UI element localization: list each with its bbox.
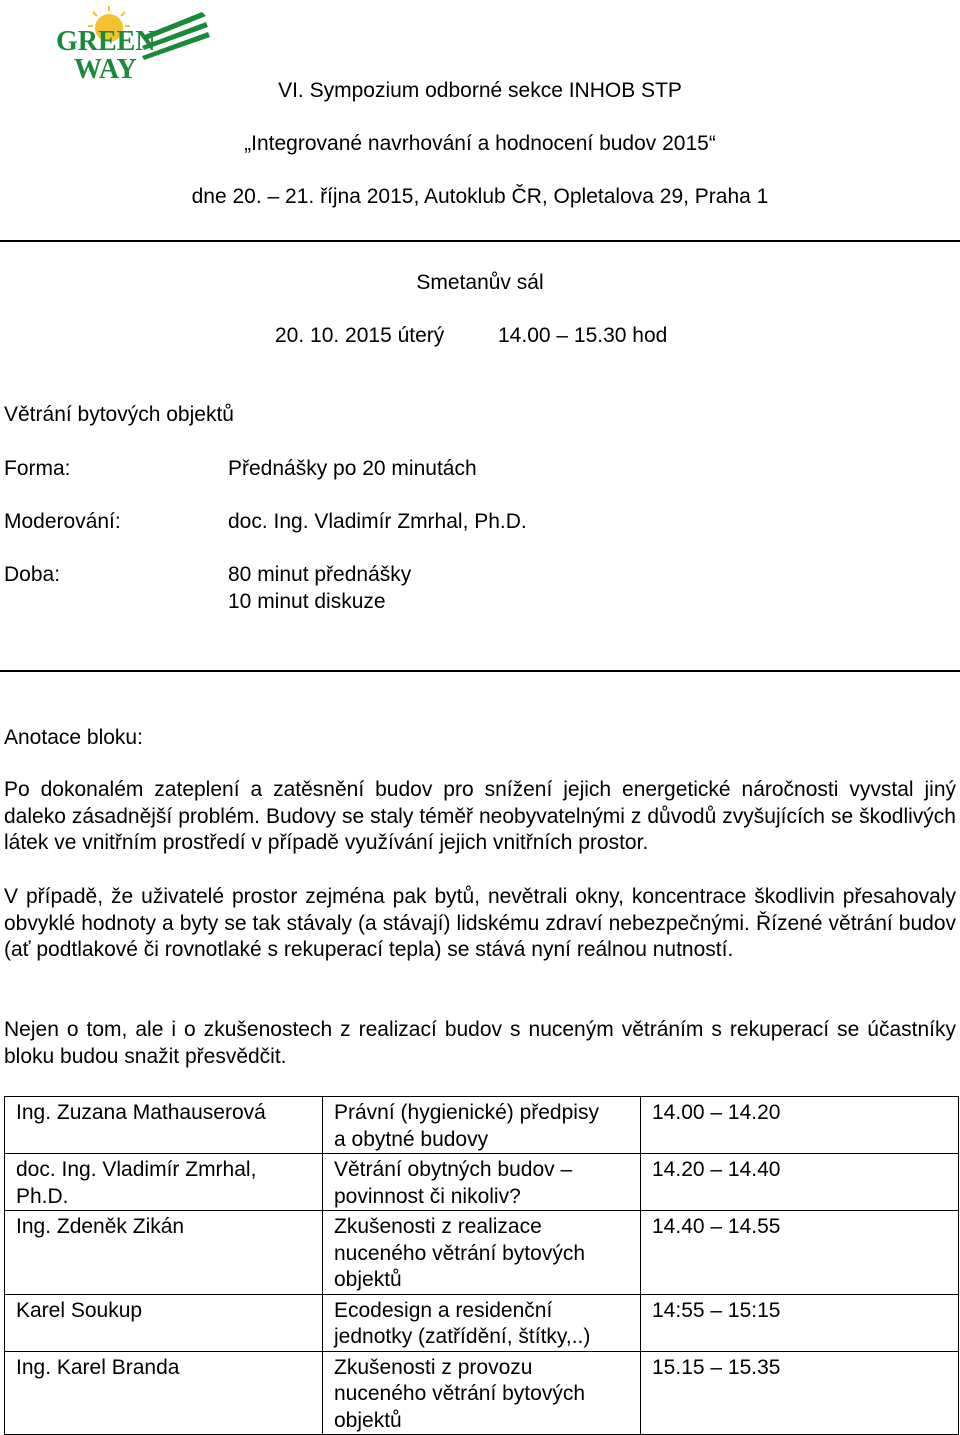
logo-text-bottom: WAY (74, 54, 137, 85)
time-cell: 14.00 – 14.20 (641, 1097, 959, 1154)
session-date: 20. 10. 2015 úterý (275, 324, 445, 347)
time-cell: 14.40 – 14.55 (641, 1211, 959, 1295)
annotation-paragraph-1: Po dokonalém zateplení a zatěsnění budov pro snížení jejich energetické náročnosti vyvstal jiný daleko zásadnější problém. Budovy se staly téměř neobyvatelnými z důvodů zvyšujících se škodlivých látek ve vnitřním prostředí v případě využívání jejich vnitřních prostor. (4, 778, 956, 854)
annotation-paragraph-2: V případě, že uživatelé prostor zejména pak bytů, nevětrali okny, koncentrace škodlivin přesahovaly obvyklé hodnoty a byty se tak stávaly (a stávají) lidskému zdraví nebezpečnými. Řízené větrání budov (ať podtlakové či rovnotlaké s rekuperací tepla) se stává nyní reálnou nutností. (4, 885, 956, 961)
logo-text-top: GREEN (56, 26, 156, 57)
detail-value-duration-1: 80 minut přednášky (228, 563, 412, 586)
room-name: Smetanův sál (416, 271, 544, 294)
time-cell: 14.20 – 14.40 (641, 1154, 959, 1211)
greenway-logo (52, 2, 212, 86)
topic-cell: Zkušenosti z realizace nuceného větrání bytových objektů (323, 1211, 641, 1295)
topic-cell: Ecodesign a residenční jednotky (zatřídění, štítky,..) (323, 1294, 641, 1351)
speaker-cell: Ing. Karel Branda (5, 1351, 323, 1435)
table-row (5, 1097, 959, 1154)
annotation-paragraph-3: Nejen o tom, ale i o zkušenostech z realizací budov s nuceným větráním s rekuperací se účastníky bloku budou snažit přesvědčit. (4, 1018, 956, 1068)
speaker-cell: Ing. Zuzana Mathauserová (5, 1097, 323, 1154)
table-row (5, 1154, 959, 1211)
detail-value-duration-2: 10 minut diskuze (228, 590, 386, 613)
detail-value-moderator: doc. Ing. Vladimír Zmrhal, Ph.D. (228, 510, 527, 533)
detail-label-form: Forma: (4, 457, 71, 480)
topic-cell: Zkušenosti z provozu nuceného větrání bytových objektů (323, 1351, 641, 1435)
block-title: Větrání bytových objektů (4, 403, 234, 426)
table-row (5, 1211, 959, 1295)
table-row (5, 1351, 959, 1435)
table-row (5, 1294, 959, 1351)
annotation-heading: Anotace bloku: (4, 726, 143, 749)
session-time: 14.00 – 15.30 hod (498, 324, 668, 347)
detail-label-moderator: Moderování: (4, 510, 121, 533)
detail-label-duration: Doba: (4, 563, 61, 586)
speaker-cell: Ing. Zdeněk Zikán (5, 1211, 323, 1295)
time-cell: 15.15 – 15.35 (641, 1351, 959, 1435)
topic-cell: Větrání obytných budov – povinnost či nikoliv? (323, 1154, 641, 1211)
divider-middle (0, 670, 960, 672)
conference-title: „Integrované navrhování a hodnocení budov 2015“ (244, 132, 716, 155)
detail-value-form: Přednášky po 20 minutách (228, 457, 477, 480)
topic-cell: Právní (hygienické) předpisy a obytné budovy (323, 1097, 641, 1154)
divider-top (0, 240, 960, 242)
time-cell: 14:55 – 15:15 (641, 1294, 959, 1351)
speaker-cell: Karel Soukup (5, 1294, 323, 1351)
symposium-title: VI. Sympozium odborné sekce INHOB STP (278, 79, 682, 102)
event-date-venue: dne 20. – 21. října 2015, Autoklub ČR, Opletalova 29, Praha 1 (191, 185, 769, 208)
schedule-table (4, 1096, 959, 1435)
speaker-cell: doc. Ing. Vladimír Zmrhal, Ph.D. (5, 1154, 323, 1211)
